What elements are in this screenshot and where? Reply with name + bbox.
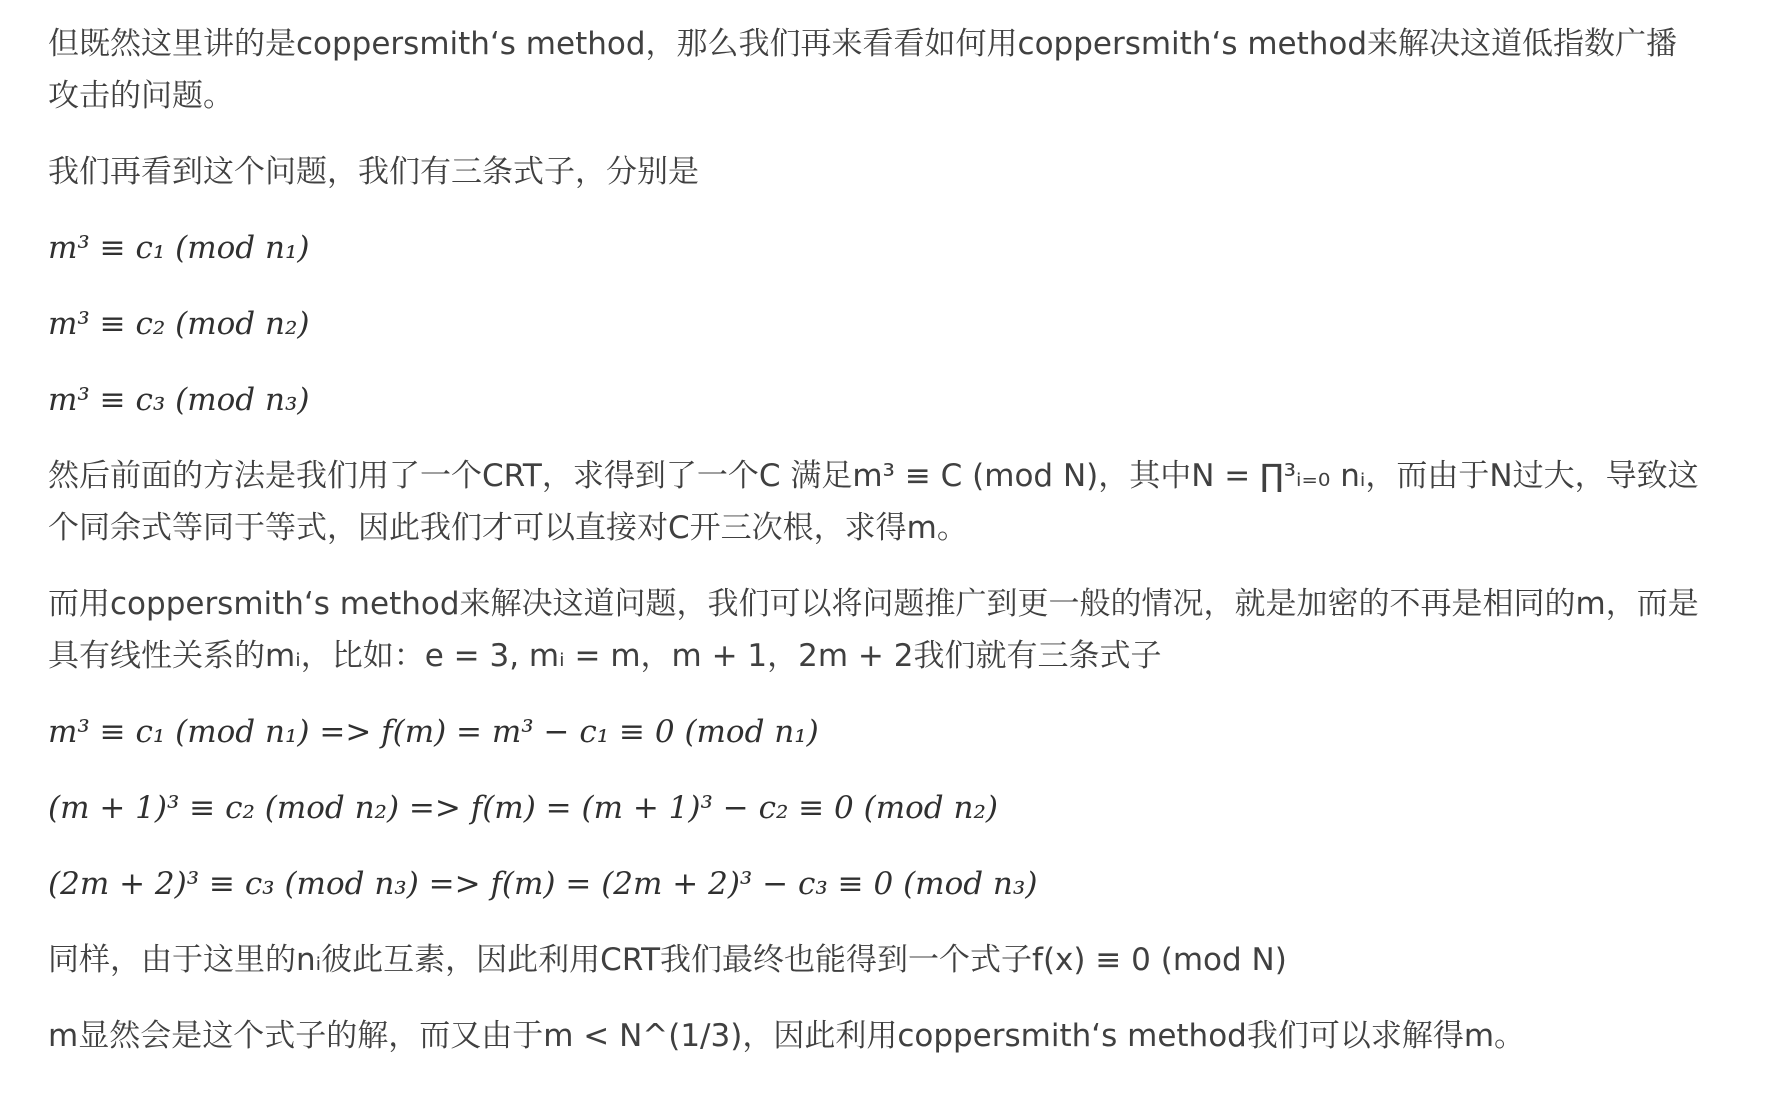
paragraph-coprime: 同样，由于这里的nᵢ彼此互素，因此利用CRT我们最终也能得到一个式子f(x) ≡ 0 (mod N): [48, 942, 1287, 978]
paragraph-crt: 然后前面的方法是我们用了一个CRT，求得到了一个C 满足m³ ≡ C (mod N)，其中N = ∏³ᵢ₌₀ nᵢ，而由于N过大，导致这个同余式等同于等式，因此我们才可以直接对C开三次根，求得m。: [48, 458, 1699, 546]
paragraph-three-equations: 我们再看到这个问题，我们有三条式子，分别是: [48, 154, 699, 190]
equation-3: m³ ≡ c₃ (mod n₃): [48, 382, 310, 418]
paragraph-intro: 但既然这里讲的是coppersmith‘s method，那么我们再来看看如何用coppersmith‘s method来解决这道低指数广播攻击的问题。: [48, 26, 1678, 114]
paragraph-coppersmith: 而用coppersmith‘s method来解决这道问题，我们可以将问题推广到更一般的情况，就是加密的不再是相同的m，而是具有线性关系的mᵢ，比如：e = 3, mᵢ = m，m + 1，2m + 2我们就有三条式子: [48, 586, 1699, 674]
equation-2: m³ ≡ c₂ (mod n₂): [48, 306, 310, 342]
equation-linear-2: (m + 1)³ ≡ c₂ (mod n₂) => f(m) = (m + 1)³ − c₂ ≡ 0 (mod n₂): [48, 790, 998, 826]
equation-linear-3: (2m + 2)³ ≡ c₃ (mod n₃) => f(m) = (2m + 2)³ − c₃ ≡ 0 (mod n₃): [48, 866, 1038, 902]
equation-1: m³ ≡ c₁ (mod n₁): [48, 230, 310, 266]
paragraph-conclusion: m显然会是这个式子的解，而又由于m < N^(1/3)，因此利用coppersmith‘s method我们可以求解得m。: [48, 1018, 1526, 1054]
equation-linear-1: m³ ≡ c₁ (mod n₁) => f(m) = m³ − c₁ ≡ 0 (mod n₁): [48, 714, 819, 750]
article-body: [48, 18, 1708, 1062]
